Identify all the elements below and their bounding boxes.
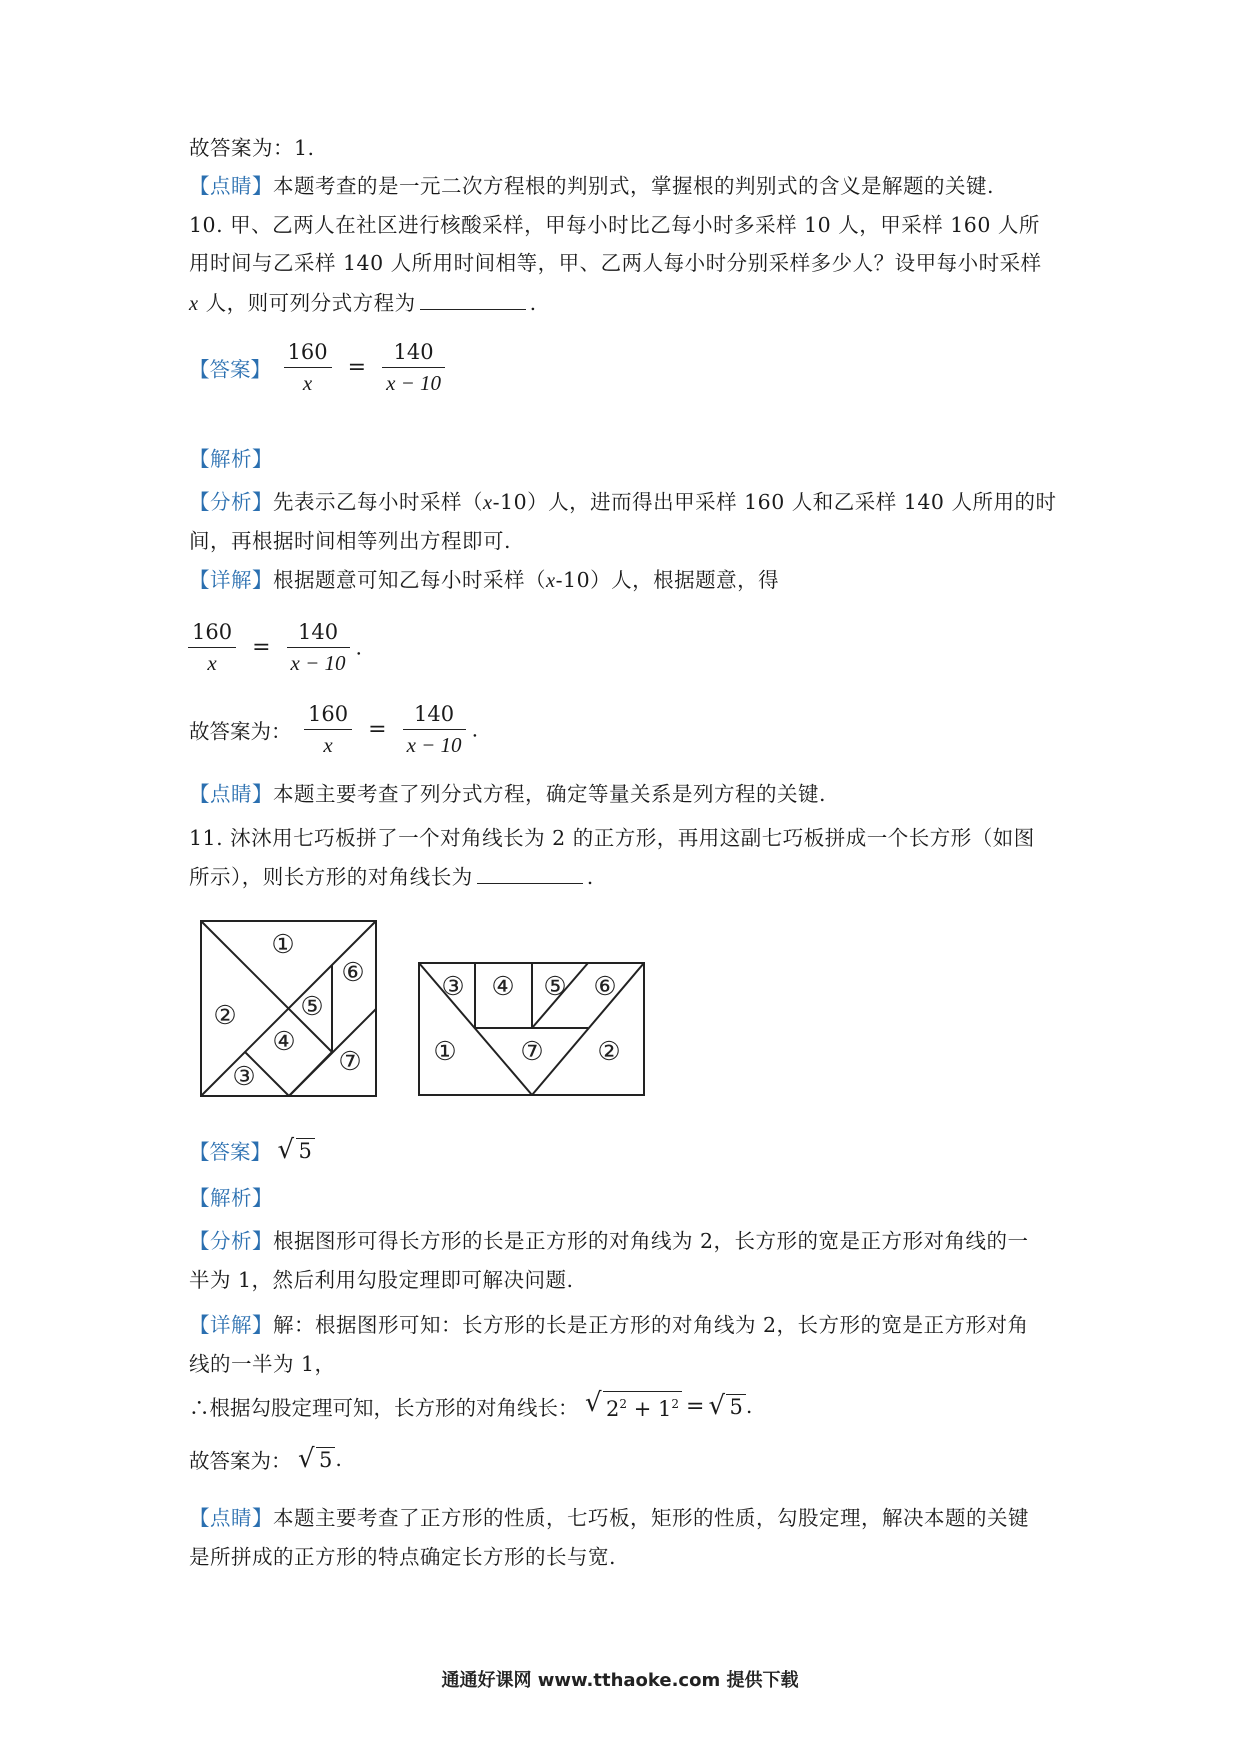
label-5: ⑤ <box>300 992 324 1022</box>
tangram-figure <box>195 915 655 1115</box>
page-footer: 通通好课网 www.tthaoke.com 提供下载 <box>441 1670 799 1691</box>
fenxi-q11-line-1: 【分析】根据图形可得长方形的长是正方形的对角线为 2，长方形的宽是正方形对角线的一 <box>189 1229 1029 1253</box>
sqrt-expression: √ $2^2 + 1^2$ <box>585 1391 682 1421</box>
answer-q10: 【答案】 $\frac{160}{x}$ = $\frac{140}{x - 10}$ <box>189 340 451 395</box>
gu-answer-q11: 故答案为： √ 5 . <box>189 1443 342 1474</box>
label-3: ③ <box>232 1062 256 1092</box>
answer-q11: 【答案】 √ 5 <box>189 1135 315 1165</box>
dianjing-q11-line-1: 【点睛】本题主要考查了正方形的性质，七巧板，矩形的性质，勾股定理，解决本题的关键 <box>189 1506 1029 1530</box>
label-4-rect: ④ <box>491 972 515 1002</box>
label-7-rect: ⑦ <box>520 1037 544 1067</box>
answer-tag: 【答案】 <box>189 357 271 382</box>
xiangjie-q11-line-3: ∴根据勾股定理可知，长方形的对角线长： √ $2^2 + 1^2$ = √ 5 . <box>189 1388 753 1421</box>
xiangjie-q11-line-2: 线的一半为 1， <box>189 1352 336 1376</box>
gu-answer-q10: 故答案为： $\frac{160}{x}$ = $\frac{140}{x - 10}$ . <box>189 702 479 757</box>
label-1-rect: ① <box>433 1037 457 1067</box>
answer-line-q9: 故答案为：1. <box>189 136 315 160</box>
question-11-line-2: 所示），则长方形的对角线长为 . <box>189 861 594 892</box>
label-6: ⑥ <box>341 958 365 988</box>
fenxi-q11-line-2: 半为 1，然后利用勾股定理即可解决问题. <box>189 1268 574 1292</box>
label-2: ② <box>213 1001 237 1031</box>
answer-blank <box>420 287 526 310</box>
label-4: ④ <box>272 1027 296 1057</box>
dianjing-tag: 【点睛】 <box>189 174 273 198</box>
question-10-line-3: x 人，则可列分式方程为 . <box>189 287 537 319</box>
sqrt-5: √ 5 <box>278 1138 315 1163</box>
fenxi-q10-line-2: 间，再根据时间相等列出方程即可. <box>189 529 512 553</box>
dianjing-q9: 【点睛】本题考查的是一元二次方程根的判别式，掌握根的判别式的含义是解题的关键. <box>189 174 995 198</box>
jiexi-q11: 【解析】 <box>189 1186 273 1210</box>
label-2-rect: ② <box>597 1037 621 1067</box>
fraction-140-over-x-10: $\frac{140}{x - 10}$ <box>382 340 445 395</box>
question-10-line-1: 10. 甲、乙两人在社区进行核酸采样，甲每小时比乙每小时多采样 10 人，甲采样 160 人所 <box>189 213 1040 237</box>
label-1: ① <box>271 930 295 960</box>
equation-q10: $\frac{160}{x}$ = $\frac{140}{x - 10}$ . <box>182 620 362 675</box>
label-3-rect: ③ <box>441 972 465 1002</box>
dianjing-q10: 【点睛】本题主要考查了列分式方程，确定等量关系是列方程的关键. <box>189 782 827 806</box>
fraction-160-over-x: $\frac{160}{x}$ <box>284 340 332 395</box>
fenxi-q10-line-1: 【分析】先表示乙每小时采样（x-10）人，进而得出甲采样 160 人和乙采样 140 人所用的时 <box>189 490 1057 514</box>
xiangjie-q11-line-1: 【详解】解：根据图形可知：长方形的长是正方形的对角线为 2，长方形的宽是正方形对角 <box>189 1313 1029 1337</box>
xiangjie-q10: 【详解】根据题意可知乙每小时采样（x-10）人，根据题意，得 <box>189 568 780 592</box>
dianjing-q11-line-2: 是所拼成的正方形的特点确定长方形的长与宽. <box>189 1545 617 1569</box>
jiexi-q10: 【解析】 <box>189 447 273 471</box>
question-11-line-1: 11. 沐沐用七巧板拼了一个对角线长为 2 的正方形，再用这副七巧板拼成一个长方形（如图 <box>189 826 1035 850</box>
label-7: ⑦ <box>338 1047 362 1077</box>
answer-blank <box>477 861 583 884</box>
label-5-rect: ⑤ <box>543 972 567 1002</box>
label-6-rect: ⑥ <box>593 972 617 1002</box>
question-10-line-2: 用时间与乙采样 140 人所用时间相等，甲、乙两人每小时分别采样多少人？设甲每小时采样 <box>189 251 1042 275</box>
